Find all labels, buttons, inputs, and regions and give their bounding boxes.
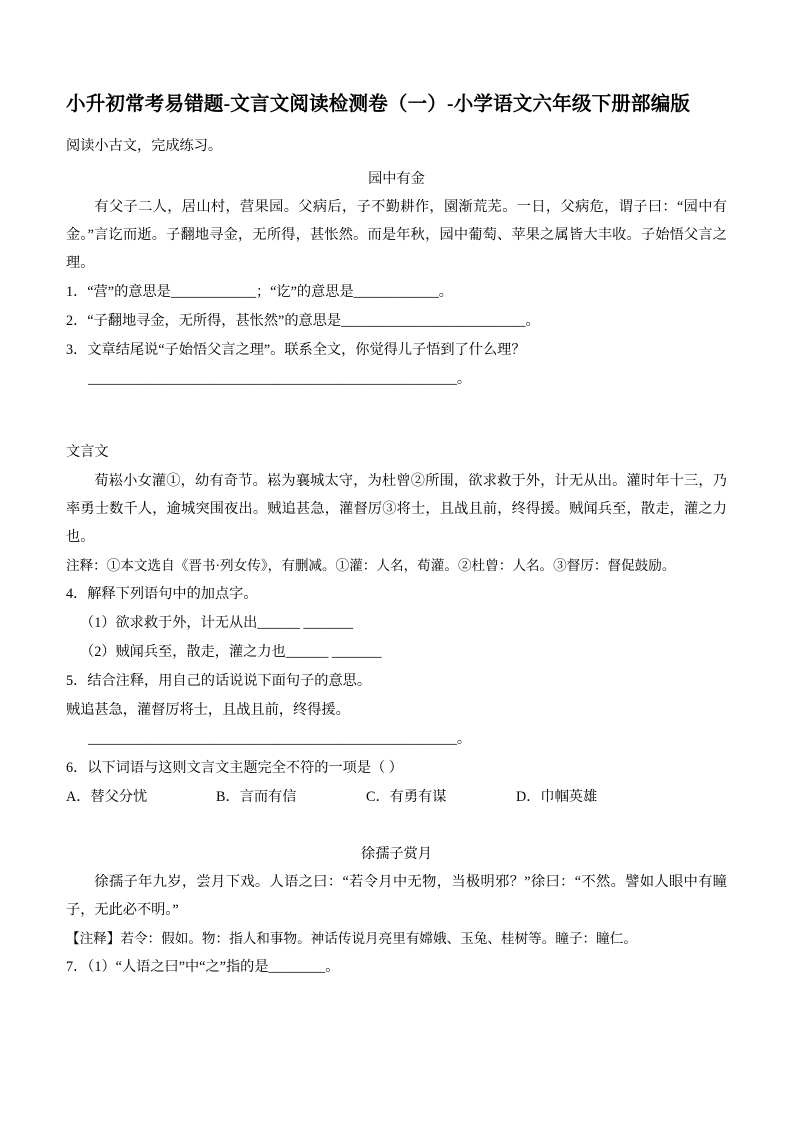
section-spacer-2: [66, 813, 727, 833]
passage3-heading: 徐孺子赏月: [361, 846, 432, 863]
question-4-1[interactable]: （1）欲求救于外，计无从出______ _______: [80, 615, 354, 632]
passage3-text: 徐孺子年九岁，尝月下戏。人语之曰：“若令月中无物，当极明邪？”徐曰：“不然。譬如人眼中有瞳子，无此必不明。”: [66, 874, 727, 918]
question-5-sentence: 贼追甚急，灌督厉将士，且战且前，终得援。: [66, 702, 350, 719]
section-spacer: [66, 395, 727, 439]
passage2-note: 注释：①本文选自《晋书·列女传》，有删减。①灌：人名，荀灌。②杜曾：人名。③督厉：督促鼓励。: [66, 558, 676, 574]
passage1-heading: 园中有金: [368, 171, 425, 188]
question-5: 5．结合注释，用自己的话说说下面句子的意思。: [66, 673, 372, 690]
passage2-text: 荀崧小女灌①，幼有奇节。崧为襄城太守，为杜曾②所围，欲求救于外，计无从出。灌时年十三，乃率勇士数千人，逾城突围夜出。贼追甚急，灌督厉③将士，且战且前，终得援。贼闻兵至，散走，灌之力也。: [66, 473, 727, 545]
intro-text: 阅读小古文，完成练习。: [66, 138, 223, 155]
option-b[interactable]: B．言而有信: [216, 789, 297, 806]
option-d[interactable]: D．巾帼英雄: [516, 789, 598, 806]
question-4: 4．解释下列语句中的加点字。: [66, 586, 258, 603]
answer-blank-5[interactable]: ____________________________________________________。: [88, 731, 472, 748]
question-4-2[interactable]: （2）贼闻兵至，散走，灌之力也______ _______: [80, 644, 382, 661]
passage1-text: 有父子二人，居山村，营果园。父病后，子不勤耕作，園渐荒芜。一日，父病危，谓子曰：“园中有金。”言讫而逝。子翻地寻金，无所得，甚怅然。而是年秋，园中葡萄、苹果之属皆大丰收。子始悟父言之理。: [66, 199, 727, 271]
question-6: 6．以下词语与这则文言文主题完全不符的一项是（ ）: [66, 760, 403, 777]
option-c[interactable]: C．有勇有谋: [366, 789, 447, 806]
page-title: 小升初常考易错题-文言文阅读检测卷（一）-小学语文六年级下册部编版: [66, 94, 691, 115]
question-7[interactable]: 7．（1）“人语之曰”中“之”指的是________。: [66, 959, 340, 976]
question-6-options: [66, 784, 727, 811]
option-a[interactable]: A．替父分忧: [66, 789, 148, 806]
passage3-note: 【注释】若令：假如。物：指人和事物。神话传说月亮里有嫦娥、玉兔、桂树等。瞳子：瞳仁。: [66, 931, 637, 947]
question-3: 3．文章结尾说“子始悟父言之理”。联系全文，你觉得儿子悟到了什么理？: [66, 342, 526, 359]
question-2: 2．“子翻地寻金，无所得，甚怅然”的意思是__________________________。: [66, 313, 540, 330]
answer-blank-3[interactable]: ____________________________________________________。: [88, 371, 472, 388]
question-1: 1．“营”的意思是____________；“讫”的意思是____________。: [66, 284, 453, 301]
section-label-wenyanwen: 文言文: [66, 444, 109, 461]
